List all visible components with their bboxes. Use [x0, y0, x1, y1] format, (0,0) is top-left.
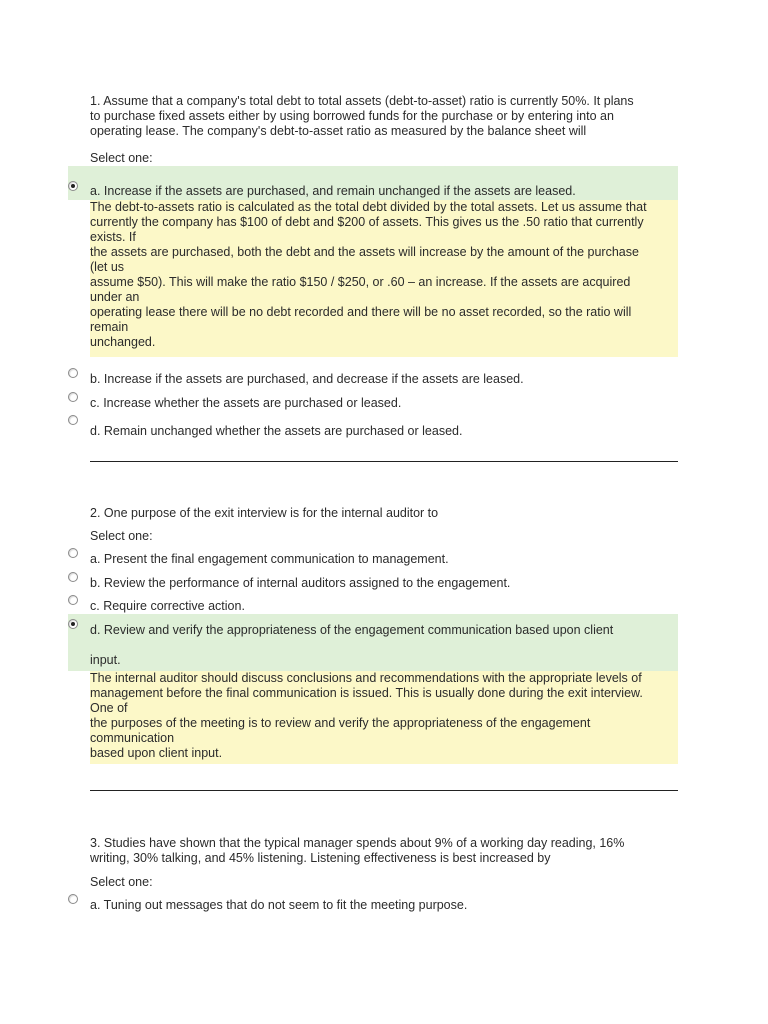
question-3-select-label: Select one: — [90, 875, 153, 889]
question-2-select-label: Select one: — [90, 529, 153, 543]
question-1-option-b-label: b. Increase if the assets are purchased, and decrease if the assets are leased. — [90, 372, 524, 386]
question-divider — [90, 461, 678, 462]
question-1-option-a-radio[interactable] — [68, 181, 78, 191]
question-divider — [90, 790, 678, 791]
question-3-text: 3. Studies have shown that the typical manager spends about 9% of a working day reading, 16% writing, 30% talking, and 45% listening. Listening effectiveness is best increased by — [90, 836, 625, 865]
question-1-feedback-text: The debt-to-assets ratio is calculated as the total debt divided by the total assets. Let us assume that currently the company has $100 of debt and $200 of assets. This gives us the .50 ratio that currently exists. If the assets are purchased, both the debt and the assets will increase by the amount of the purchase (let us assume $50). This will make the ratio $150 / $250, or .60 – an increase. If the assets are acquired under an operating lease there will be no debt recorded and there will be no asset recorded, so the ratio will remain unchanged. — [90, 200, 647, 349]
question-2-option-b-label: b. Review the performance of internal auditors assigned to the engagement. — [90, 576, 511, 590]
question-2-option-c-label: c. Require corrective action. — [90, 599, 245, 613]
question-3-option-a-label: a. Tuning out messages that do not seem to fit the meeting purpose. — [90, 898, 468, 912]
question-1-option-c-label: c. Increase whether the assets are purchased or leased. — [90, 396, 402, 410]
question-1-text: 1. Assume that a company's total debt to total assets (debt-to-asset) ratio is currently 50%. It plans to purchase fixed assets either by using borrowed funds for the purchase or by entering into an operating lease. The company's debt-to-asset ratio as measured by the balance sheet will — [90, 94, 634, 138]
question-2-text: 2. One purpose of the exit interview is for the internal auditor to — [90, 506, 439, 520]
question-2-feedback-text: The internal auditor should discuss conclusions and recommendations with the appropriate levels of management before the final communication is issued. This is usually done during the exit interview. One of the purposes of the meeting is to review and verify the appropriateness of the engagement communication based upon client input. — [90, 671, 643, 760]
question-2-option-a-radio[interactable] — [68, 548, 78, 558]
question-2-option-b-radio[interactable] — [68, 572, 78, 582]
question-1-option-d-label: d. Remain unchanged whether the assets are purchased or leased. — [90, 424, 463, 438]
question-1-option-a-label: a. Increase if the assets are purchased, and remain unchanged if the assets are leased. — [90, 184, 576, 198]
question-1-option-d-radio[interactable] — [68, 415, 78, 425]
question-1-option-b-radio[interactable] — [68, 368, 78, 378]
question-1-option-c-radio[interactable] — [68, 392, 78, 402]
question-2-option-d-radio[interactable] — [68, 619, 78, 629]
question-3-option-a-radio[interactable] — [68, 894, 78, 904]
question-2-option-a-label: a. Present the final engagement communication to management. — [90, 552, 449, 566]
question-2-option-d-label: d. Review and verify the appropriateness of the engagement communication based upon client input. — [90, 623, 614, 667]
question-1-select-label: Select one: — [90, 151, 153, 165]
question-2-option-c-radio[interactable] — [68, 595, 78, 605]
